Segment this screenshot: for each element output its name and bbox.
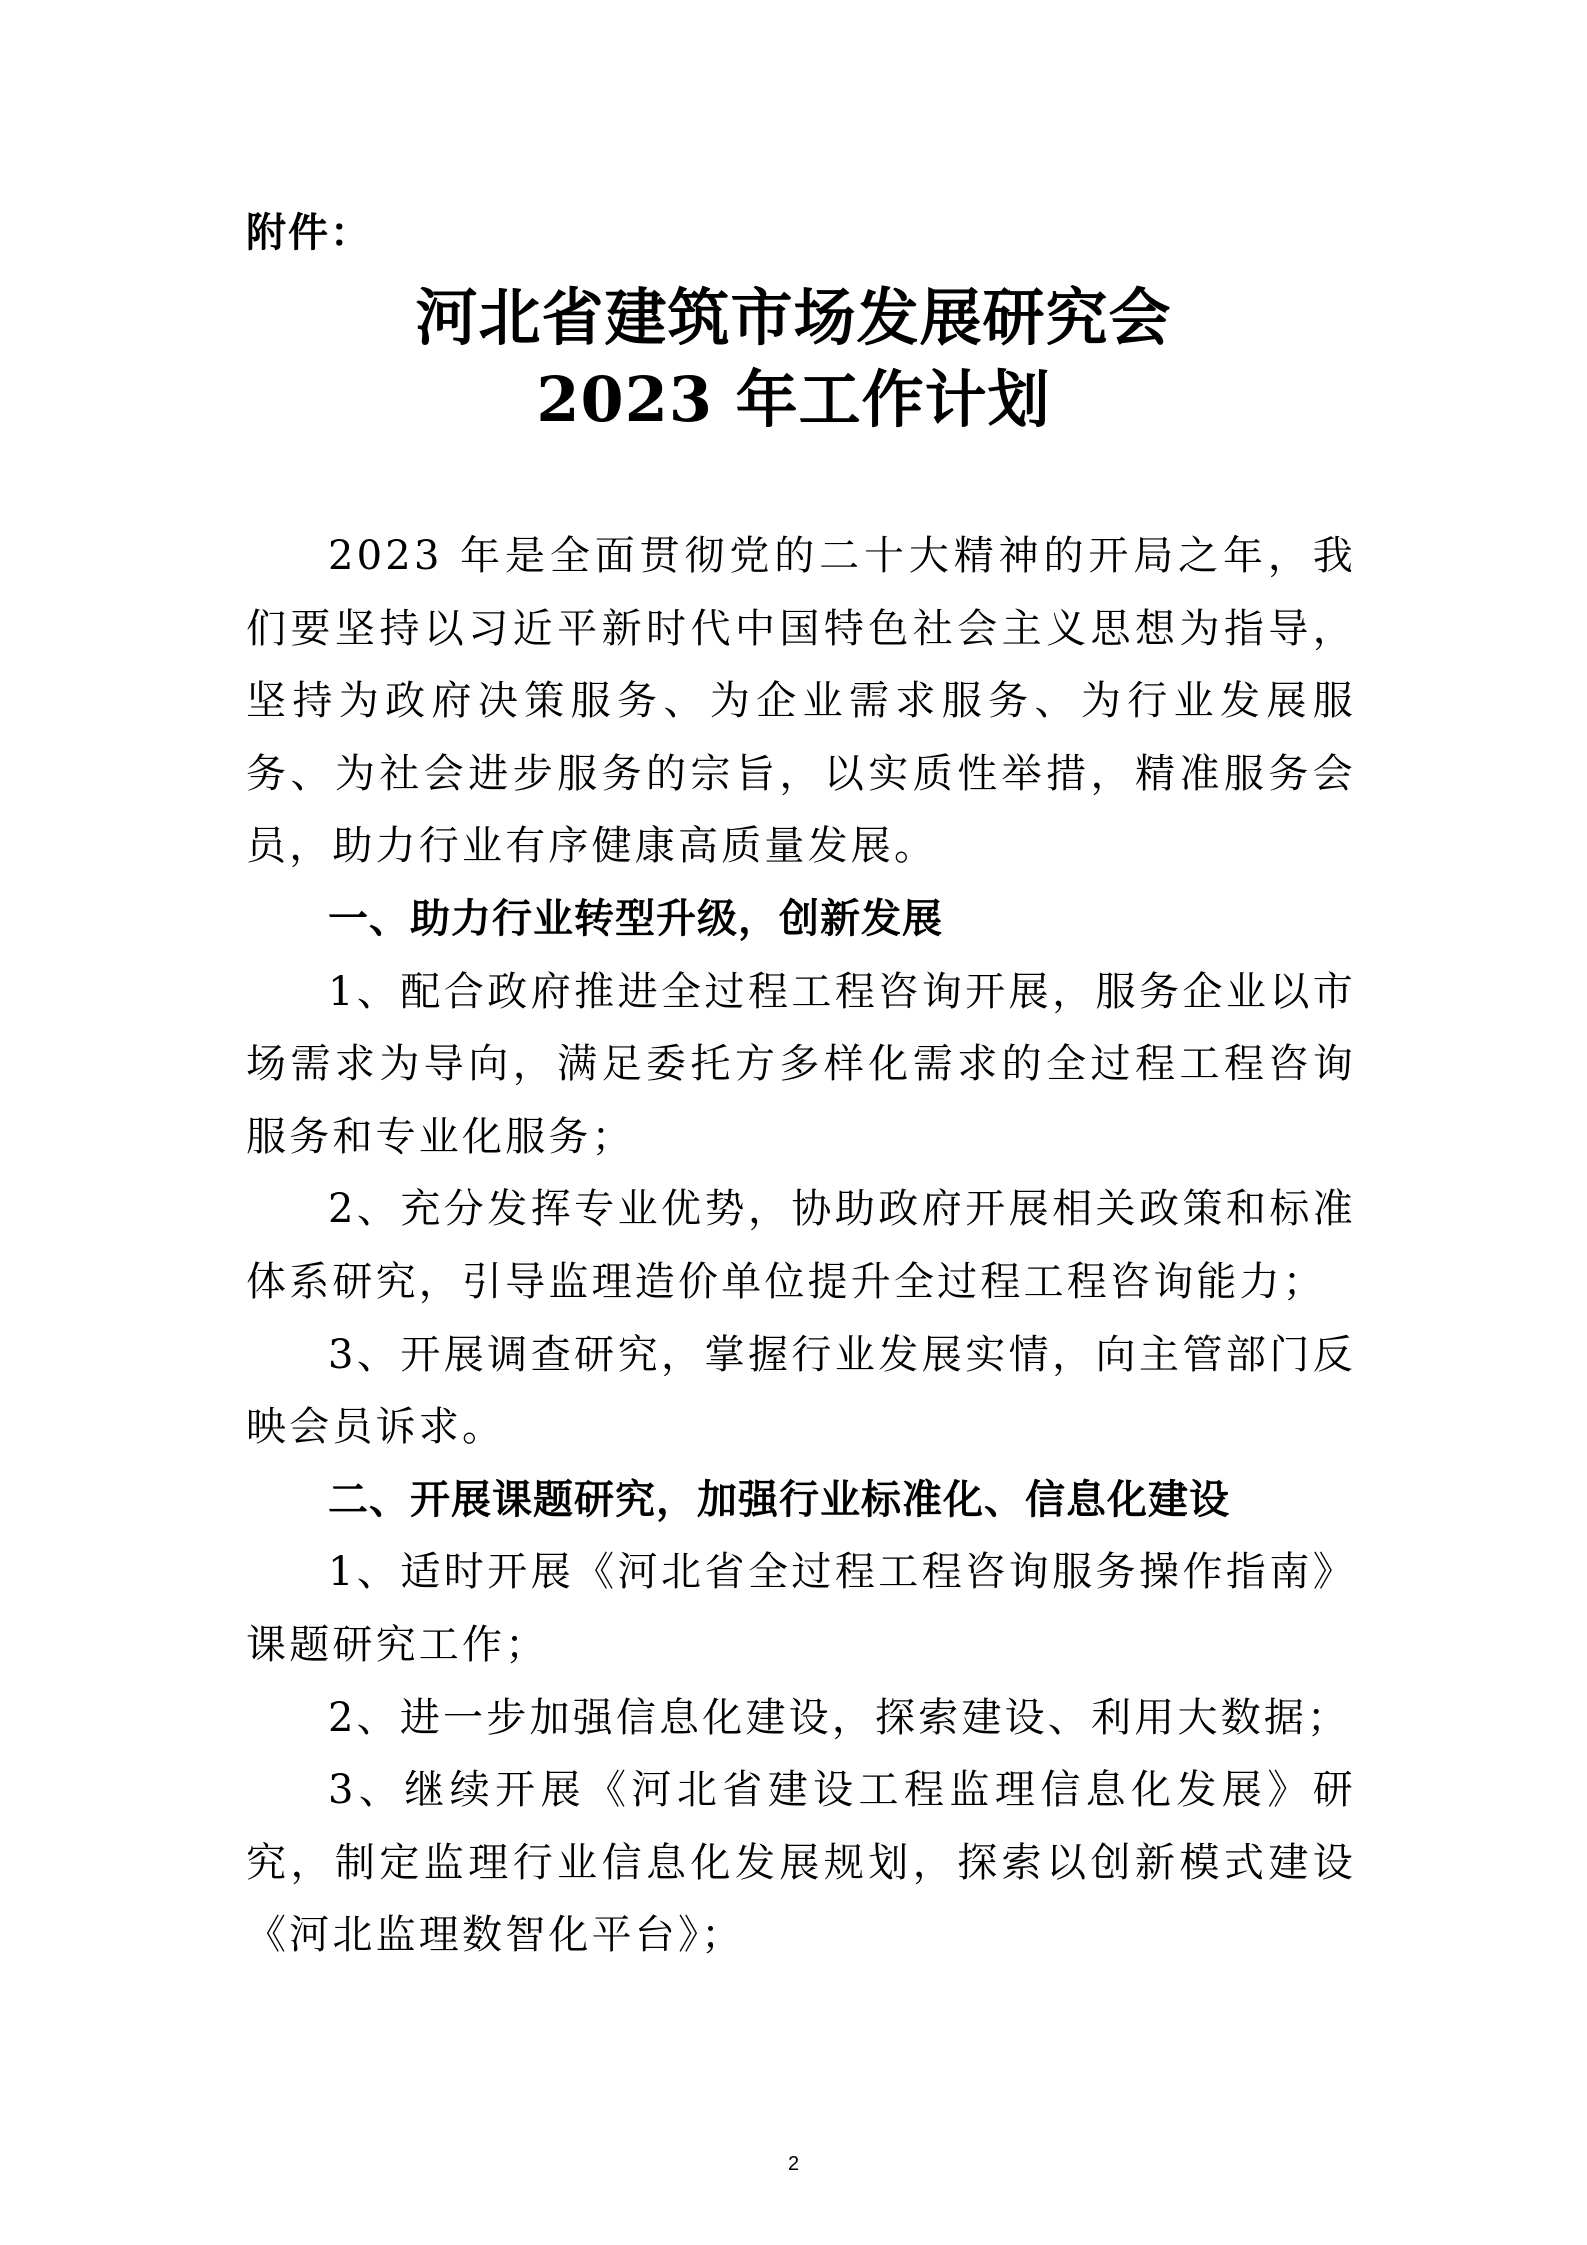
document-title-line2: 2023 年工作计划 [536, 363, 1051, 436]
section1-item3: 3、开展调查研究，掌握行业发展实情，向主管部门反映会员诉求。 [246, 1331, 1356, 1451]
section2-item1: 1、适时开展《河北省全过程工程咨询服务操作指南》课题研究工作； [246, 1549, 1356, 1668]
section-heading-2: 二、开展课题研究，加强行业标准化、信息化建设 [328, 1476, 1230, 1523]
page-number: 2 [787, 2153, 800, 2175]
section2-item2: 2、进一步加强信息化建设，探索建设、利用大数据； [328, 1694, 1351, 1741]
section1-item1: 1、配合政府推进全过程工程咨询开展，服务企业以市场需求为导向，满足委托方多样化需求的全过程工程咨询服务和专业化服务； [246, 968, 1356, 1160]
section-heading-1: 一、助力行业转型升级，创新发展 [328, 895, 943, 942]
section2-item3: 3、继续开展《河北省建设工程监理信息化发展》研究，制定监理行业信息化发展规划，探索以创新模式建设《河北监理数智化平台》； [246, 1767, 1356, 1959]
document-body [246, 520, 1356, 1972]
intro-paragraph: 2023 年是全面贯彻党的二十大精神的开局之年，我们要坚持以习近平新时代中国特色社会主义思想为指导，坚持为政府决策服务、为企业需求服务、为行业发展服务、为社会进步服务的宗旨，以实质性举措，精准服务会员，助力行业有序健康高质量发展。 [246, 533, 1356, 870]
attachment-label: 附件： [246, 210, 372, 256]
section1-item2: 2、充分发挥专业优势，协助政府开展相关政策和标准体系研究，引导监理造价单位提升全过程工程咨询能力； [246, 1186, 1356, 1305]
document-title-line1: 河北省建筑市场发展研究会 [415, 281, 1172, 354]
